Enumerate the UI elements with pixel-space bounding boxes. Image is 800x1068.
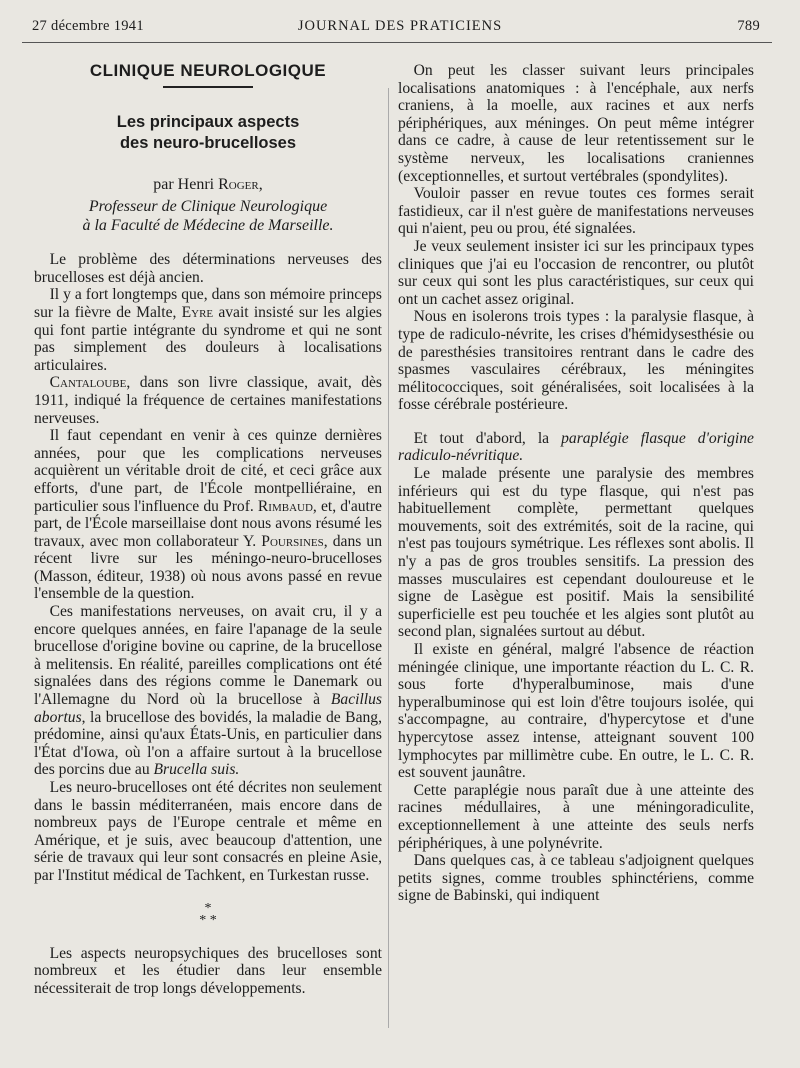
section-title-rule: [163, 86, 253, 88]
right-paragraph-7: [398, 641, 754, 782]
asterism-top: *: [204, 900, 212, 916]
left-p2-name: Eyre: [181, 303, 214, 321]
left-p7-text: Les aspects neuropsychiques des brucelloses sont nombreux et les étudier dans leur ensemble nécessiterait de trop longs développements.: [34, 944, 382, 997]
byline: [34, 176, 382, 194]
right-paragraph-3: [398, 238, 754, 308]
left-p6-text: Les neuro-brucelloses ont été décrites non seulement dans le bassin méditerranéen, mais encore dans de nombreux pays de l'Europe centrale et même en Amérique, et je suis, avec beaucoup d'attention, une série de travaux qui leur sont consacrés en pleine Asie, par l'Institut médical de Tachkent, en Turkestan russe.: [34, 779, 382, 884]
right-paragraph-1: [398, 62, 754, 185]
left-paragraph-5: [34, 603, 382, 779]
left-paragraph-3: [34, 374, 382, 427]
right-paragraph-9: [398, 852, 754, 905]
right-column: [398, 62, 754, 905]
right-p5-text: Et tout d'abord, la: [413, 429, 562, 447]
left-p5-italic-2: Brucella suis.: [153, 761, 240, 779]
left-paragraph-4: [34, 427, 382, 603]
paragraph-gap: [398, 414, 754, 430]
left-p4-text-a: Il faut cependant en venir à ces quinze dernières années, pour que les complications nerveuses acquièrent un véritable droit de cité, et ceci grâce aux efforts, d'une part, de l'École montpelliéraine, en particulier sous l'influence du Prof.: [34, 427, 382, 515]
left-p3-name: Cantaloube: [49, 374, 127, 392]
left-paragraph-1: [34, 251, 382, 286]
right-p2-text: Vouloir passer en revue toutes ces formes serait fastidieux, car il n'est guère de manifestations nerveuses qui n'aient, peu ou prou, été signalées.: [398, 185, 754, 238]
left-column: [34, 62, 382, 997]
issue-date: 27 décembre 1941: [32, 18, 144, 34]
right-paragraph-4: [398, 308, 754, 414]
left-p1-text: Le problème des déterminations nerveuses des brucelloses est déjà ancien.: [34, 251, 382, 286]
left-paragraph-2: [34, 286, 382, 374]
right-p1-text: On peut les classer suivant leurs principales localisations anatomiques : à l'encéphale, aux nerfs craniens, à la moelle, aux racines et aux nerfs périphériques, aux méninges. On peut même intégrer dans ce cadre, à cause de leur retentissement sur le système nerveux, les localisations craniennes (exceptionnelles, et surtout vertébrales (spondylites).: [398, 62, 754, 185]
right-p5-italic: paraplégie flasque d'origine radiculo-névritique.: [398, 429, 754, 465]
asterism-bottom: * *: [199, 912, 217, 928]
right-p4-text: Nous en isolerons trois types : la paralysie flasque, à type de radiculo-névrite, les crises d'hémidysesthésie ou de paresthésies transitoires rentrant dans le cadre des spasmes vasculaires cérébraux, les méningites mélitococciques, soit généralisées, soit localisées à la fosse cérébrale postérieure.: [398, 308, 754, 414]
left-p5-text-a: Ces manifestations nerveuses, on avait cru, il y a encore quelques années, en faire l'apanage de la seule brucellose d'origine bovine ou caprine, de la brucellose à melitensis. En réalité, pareilles complications ont été signalées dans des régions comme le Danemark ou l'Allemagne du Nord où la brucellose à: [34, 603, 382, 709]
author-affiliation: [34, 197, 382, 235]
byline-prefix: par Henri: [153, 175, 219, 193]
author-name: Roger,: [218, 175, 263, 193]
left-p2-text-b: avait insisté sur les algies qui font partie intégrante du syndrome et qui ne sont pas simplement des douleurs à localisations articulaires.: [34, 303, 382, 374]
right-p3-text: Je veux seulement insister ici sur les principaux types cliniques que j'ai eu l'occasion de rencontrer, ou plutôt sur ceux qui sont les plus caractéristiques, sur ceux qui ont un cachet assez original.: [398, 237, 754, 308]
right-paragraph-5: [398, 430, 754, 465]
right-paragraph-2: [398, 185, 754, 238]
left-p3-text: , dans son livre classique, avait, dès 1911, indiqué la fréquence de certaines manifestations nerveuses.: [34, 374, 382, 427]
article-title-line1: Les principaux aspects: [116, 112, 300, 131]
left-paragraph-7: [34, 945, 382, 998]
left-paragraph-6: [34, 779, 382, 885]
right-paragraph-8: [398, 782, 754, 852]
left-p4-name-2: Poursines: [261, 532, 324, 550]
left-p5-text-b: , la brucellose des bovidés, la maladie de Bang, prédomine, ainsi qu'aux États-Unis, en particulier dans l'État d'Iowa, où l'on a affaire surtout à la brucellose des porcins due au: [34, 708, 382, 779]
right-paragraph-6: [398, 465, 754, 641]
column-divider: [388, 88, 389, 1028]
right-p7-text: Il existe en général, malgré l'absence de réaction méningée clinique, une importante réaction du L. C. R. sous forte d'hyperalbuminose, mais d'une hyperalbuminose qui est loin d'être toujours isolée, qui s'accompagne, au contraire, d'hypercytose et d'une hypercytose assez intense, atteignant souvent 100 lymphocytes par millimètre cube. En outre, le L. C. R. est souvent jaunâtre.: [398, 641, 754, 782]
left-p4-text-c: , dans un récent livre sur les méningo-neuro-brucelloses (Masson, éditeur, 1938) où nous avons passé en revue l'ensemble de la question.: [34, 532, 383, 603]
left-p2-text-a: Il y a fort longtemps que, dans son mémoire princeps sur la fièvre de Malte,: [34, 286, 382, 321]
page-number: 789: [737, 18, 760, 34]
section-title: CLINIQUE NEUROLOGIQUE: [89, 61, 327, 80]
left-p4-name-1: Rimbaud: [257, 497, 313, 515]
right-p6-text: Le malade présente une paralysie des membres inférieurs qui est du type flasque, qui n'est pas habituellement complète, permettant quelques mouvements, soit des extrémités, soit de la racine, qui n'est pas toujours symétrique. Les réflexes sont abolis. Il n'y a pas de gros troubles sensitifs. La pression des masses musculaires est cependant douloureuse et le signe de Lasègue est positif. Mais la sensibilité superficielle est peu touchée et les algies sont plutôt au second plan, signalées surtout au début.: [398, 465, 754, 641]
header-rule: [22, 42, 772, 43]
left-p4-text-b: , et, d'autre part, de l'École marseillaise dont nous avons résumé les travaux, avec mon collaborateur Y.: [34, 497, 382, 550]
journal-title: JOURNAL DES PRATICIENS: [297, 18, 503, 34]
asterism-divider: [34, 900, 382, 928]
article-title-line2: des neuro-brucelloses: [119, 133, 297, 152]
right-p8-text: Cette paraplégie nous paraît due à une atteinte des racines médullaires, à une méningoradiculite, exceptionnellement à une atteinte des seuls nerfs périphériques, à une polynévrite.: [398, 781, 754, 852]
article-title: [34, 112, 382, 154]
left-p5-italic-1: Bacillus abortus: [34, 691, 382, 726]
right-p9-text: Dans quelques cas, à ce tableau s'adjoignent quelques petits signes, comme troubles sphinctériens, comme signe de Babinski, qui indiquent: [398, 852, 754, 905]
affiliation-line2: à la Faculté de Médecine de Marseille.: [82, 217, 334, 235]
affiliation-line1: Professeur de Clinique Neurologique: [88, 198, 328, 216]
page-header: [32, 18, 768, 40]
